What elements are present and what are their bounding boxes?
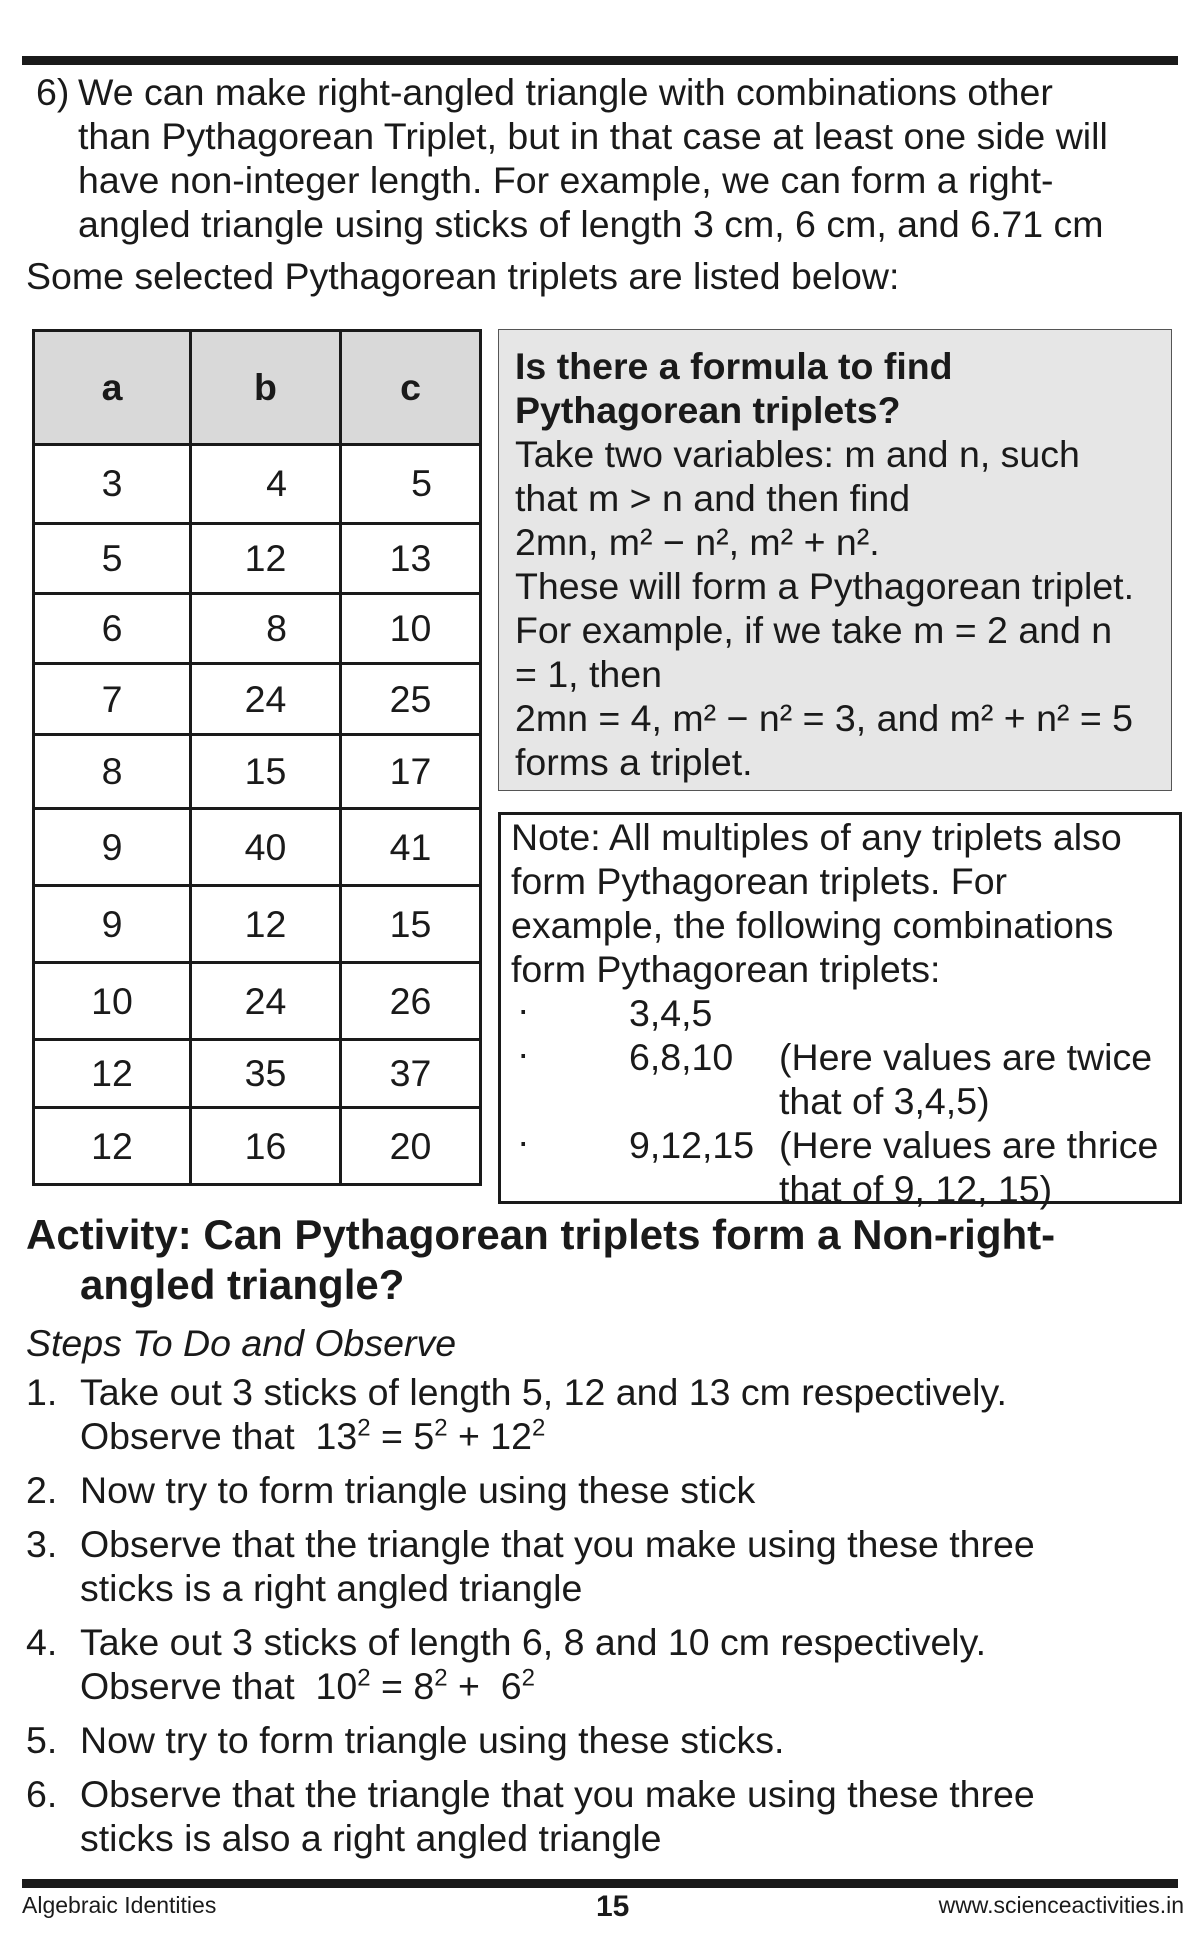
eq-exponent: 2	[434, 1414, 448, 1442]
formula-line: forms a triplet.	[515, 741, 753, 783]
table-row	[34, 809, 481, 886]
eq-exponent: 2	[357, 1414, 371, 1442]
table-row	[34, 885, 481, 963]
formula-question: Pythagorean triplets?	[515, 389, 901, 431]
intro-line: We can make right-angled triangle with combinations other	[78, 71, 1053, 113]
top-rule	[22, 56, 1178, 65]
step-text: sticks is a right angled triangle	[80, 1567, 583, 1609]
note-item	[511, 1120, 1179, 1167]
formula-line: 2mn = 4, m² − n² = 3, and m² + n² = 5	[515, 697, 1133, 739]
step-text: Observe that the triangle that you make using these three	[80, 1773, 1035, 1815]
bullet: ·	[517, 988, 530, 1030]
step-number: 1.	[26, 1371, 58, 1413]
note-item-value: 6,8,10	[629, 1036, 734, 1078]
cell: 3	[34, 445, 191, 524]
cell: 17	[341, 734, 481, 809]
table-row	[34, 1108, 481, 1185]
cell: 41	[341, 809, 481, 886]
formula-line: 2mn, m² − n², m² + n².	[515, 521, 880, 563]
step-item	[26, 1468, 1176, 1512]
cell: 12	[34, 1039, 191, 1107]
cell: 8	[34, 734, 191, 809]
formula-line: Take two variables: m and n, such	[515, 433, 1080, 475]
cell: 8	[191, 593, 341, 663]
step-text: sticks is also a right angled triangle	[80, 1817, 662, 1859]
step-item	[26, 1370, 1176, 1458]
note-item	[511, 988, 1179, 1035]
step-item	[26, 1522, 1176, 1610]
cell: 9	[34, 885, 191, 963]
table-row	[34, 1039, 481, 1107]
formula-line: that m > n and then find	[515, 477, 911, 519]
footer-website: www.scienceactivities.in	[938, 1892, 1184, 1918]
eq-term: + 6	[447, 1665, 522, 1707]
cell: 24	[191, 963, 341, 1040]
formula-question: Is there a formula to find	[515, 345, 953, 387]
step-number: 3.	[26, 1523, 58, 1565]
table-row	[34, 734, 481, 809]
note-item-value: 3,4,5	[629, 992, 713, 1034]
step-item	[26, 1718, 1176, 1762]
step-number: 4.	[26, 1621, 58, 1663]
note-item-note-cont: that of 9, 12, 15)	[779, 1168, 1053, 1210]
eq-term: = 5	[370, 1415, 435, 1457]
note-item	[511, 1032, 1179, 1079]
eq-exponent: 2	[357, 1664, 371, 1692]
cell: 6	[34, 593, 191, 663]
cell: 7	[34, 664, 191, 734]
bullet: ·	[517, 1120, 530, 1162]
cell: 10	[341, 593, 481, 663]
steps-heading: Steps To Do and Observe	[26, 1322, 457, 1364]
step-text: Now try to form triangle using these sticks.	[80, 1719, 785, 1761]
step-text: Now try to form triangle using these stick	[80, 1469, 756, 1511]
note-item-cont	[511, 1167, 1179, 1211]
eq-term: + 12	[447, 1415, 533, 1457]
note-item-note: (Here values are twice	[779, 1036, 1153, 1078]
note-line: form Pythagorean triplets. For	[511, 860, 1008, 902]
listed-intro: Some selected Pythagorean triplets are listed below:	[26, 255, 900, 297]
cell: 12	[191, 523, 341, 593]
cell: 15	[341, 885, 481, 963]
cell: 40	[191, 809, 341, 886]
cell: 35	[191, 1039, 341, 1107]
activity-title	[26, 1210, 1176, 1310]
table-row	[34, 445, 481, 524]
cell: 24	[191, 664, 341, 734]
cell: 9	[34, 809, 191, 886]
cell: 5	[341, 445, 481, 524]
intro-line: angled triangle using sticks of length 3 cm, 6 cm, and 6.71 cm	[78, 203, 1104, 245]
step-item	[26, 1620, 1176, 1708]
table-row	[34, 664, 481, 734]
formula-box	[498, 329, 1172, 791]
table-row	[34, 963, 481, 1040]
step-text: Take out 3 sticks of length 6, 8 and 10 cm respectively.	[80, 1621, 987, 1663]
bullet: ·	[517, 1032, 530, 1074]
activity-title-line: Activity: Can Pythagorean triplets form a Non-right-	[26, 1211, 1056, 1258]
eq-exponent: 2	[521, 1664, 535, 1692]
step-number: 5.	[26, 1719, 58, 1761]
cell: 10	[34, 963, 191, 1040]
activity-title-line: angled triangle?	[80, 1261, 405, 1308]
eq-term: = 8	[370, 1665, 435, 1707]
header-a: a	[34, 331, 191, 445]
note-line: example, the following combinations	[511, 904, 1114, 946]
note-box	[498, 812, 1182, 1210]
eq-exponent: 2	[434, 1664, 448, 1692]
eq-exponent: 2	[532, 1414, 546, 1442]
cell: 15	[191, 734, 341, 809]
header-c: c	[341, 331, 481, 445]
table-row	[34, 523, 481, 593]
intro-line: have non-integer length. For example, we can form a right-	[78, 159, 1054, 201]
steps-list	[26, 1370, 1176, 1870]
eq-term: 13	[315, 1415, 358, 1457]
cell: 16	[191, 1108, 341, 1185]
intro-line: than Pythagorean Triplet, but in that case at least one side will	[78, 115, 1108, 157]
eq-prefix: Observe that	[80, 1415, 316, 1457]
cell: 4	[191, 445, 341, 524]
cell: 20	[341, 1108, 481, 1185]
table-header-row	[34, 331, 481, 445]
cell: 12	[191, 885, 341, 963]
footer-book-title: Algebraic Identities	[22, 1892, 217, 1918]
page-number: 15	[596, 1890, 630, 1923]
step-number: 2.	[26, 1469, 58, 1511]
cell: 5	[34, 523, 191, 593]
cell: 25	[341, 664, 481, 734]
step-text: Observe that the triangle that you make using these three	[80, 1523, 1035, 1565]
table-row	[34, 593, 481, 663]
eq-term: 10	[315, 1665, 358, 1707]
step-text: Take out 3 sticks of length 5, 12 and 13 cm respectively.	[80, 1371, 1007, 1413]
cell: 12	[34, 1108, 191, 1185]
note-item-note-cont: that of 3,4,5)	[779, 1080, 990, 1122]
formula-line: These will form a Pythagorean triplet.	[515, 565, 1135, 607]
formula-line: For example, if we take m = 2 and n	[515, 609, 1113, 651]
cell: 37	[341, 1039, 481, 1107]
note-line: form Pythagorean triplets:	[511, 948, 941, 990]
point-number: 6)	[36, 71, 70, 113]
step-equation	[80, 1664, 1176, 1708]
formula-line: = 1, then	[515, 653, 662, 695]
cell: 26	[341, 963, 481, 1040]
note-item-value: 9,12,15	[629, 1124, 755, 1166]
step-equation	[80, 1414, 1176, 1458]
note-item-cont	[511, 1079, 1179, 1123]
step-number: 6.	[26, 1773, 58, 1815]
cell: 13	[341, 523, 481, 593]
note-item-note: (Here values are thrice	[779, 1124, 1159, 1166]
intro-point-6	[26, 70, 1176, 246]
triplet-table	[32, 329, 482, 1186]
bottom-rule	[22, 1879, 1178, 1888]
note-line: Note: All multiples of any triplets also	[511, 816, 1122, 858]
header-b: b	[191, 331, 341, 445]
step-item	[26, 1772, 1176, 1860]
eq-prefix: Observe that	[80, 1665, 316, 1707]
